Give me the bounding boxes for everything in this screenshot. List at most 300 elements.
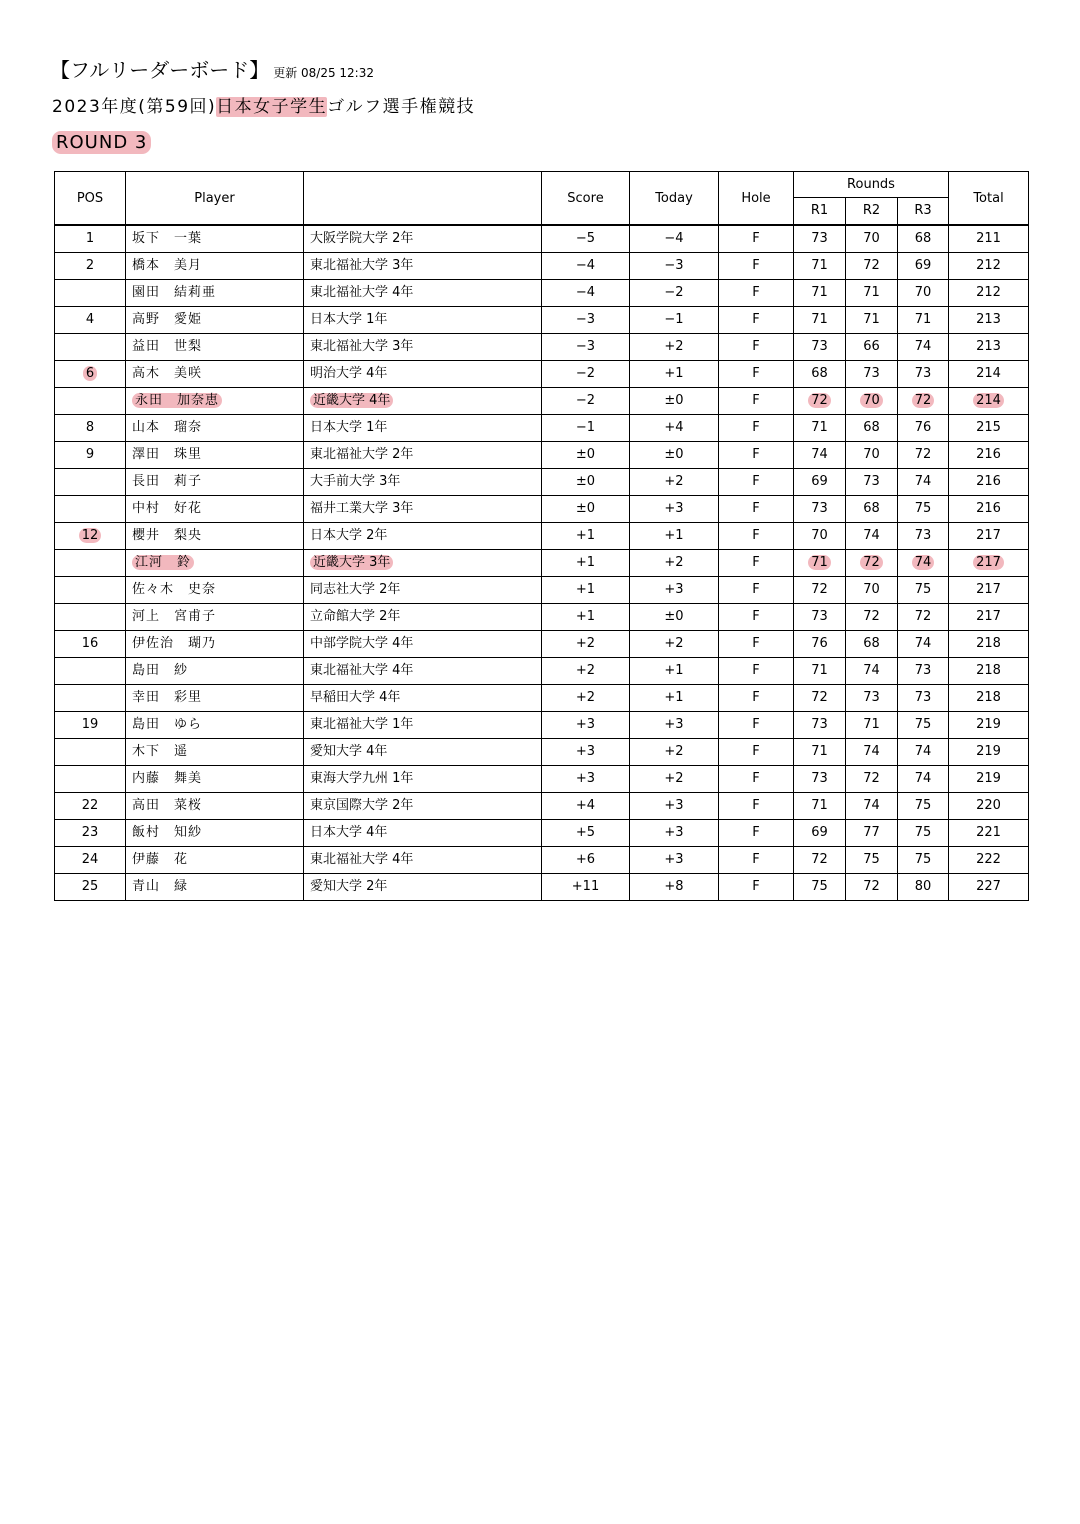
cell-hole-text: F — [752, 798, 760, 813]
cell-school — [304, 712, 542, 739]
cell-score — [542, 307, 630, 334]
cell-pos-text: 1 — [85, 231, 95, 246]
cell-total — [949, 334, 1029, 361]
cell-pos — [55, 496, 126, 523]
cell-total-text: 216 — [976, 447, 1001, 462]
header-r3: R3 — [898, 198, 949, 226]
cell-hole-text: F — [752, 582, 760, 597]
cell-r2 — [846, 793, 898, 820]
header-r1: R1 — [794, 198, 846, 226]
cell-r1 — [794, 658, 846, 685]
leaderboard-body — [55, 225, 1029, 901]
cell-score — [542, 739, 630, 766]
cell-school — [304, 847, 542, 874]
cell-r2 — [846, 442, 898, 469]
cell-score — [542, 820, 630, 847]
cell-today-text: +2 — [664, 555, 684, 570]
cell-hole — [719, 388, 794, 415]
cell-today — [630, 361, 719, 388]
cell-score-text: +11 — [571, 879, 600, 894]
cell-school-text: 東北福祉大学 4年 — [310, 852, 414, 867]
cell-score — [542, 712, 630, 739]
table-row — [55, 847, 1029, 874]
cell-total-text: 217 — [976, 528, 1001, 543]
cell-r1 — [794, 550, 846, 577]
cell-score-text: −4 — [575, 285, 596, 300]
cell-today — [630, 496, 719, 523]
cell-player — [126, 388, 304, 415]
cell-pos-text: 25 — [81, 879, 99, 894]
cell-hole-text: F — [752, 393, 760, 408]
cell-score-text: +4 — [575, 798, 596, 813]
cell-r2-text: 68 — [863, 501, 880, 516]
cell-r1-text: 68 — [811, 366, 828, 381]
cell-pos — [55, 631, 126, 658]
cell-score — [542, 577, 630, 604]
cell-hole-text: F — [752, 366, 760, 381]
cell-school-text: 日本大学 1年 — [310, 420, 388, 435]
cell-r2-text: 74 — [863, 798, 880, 813]
cell-score — [542, 604, 630, 631]
cell-school — [304, 253, 542, 280]
cell-today-text: +1 — [664, 366, 684, 381]
cell-hole-text: F — [752, 852, 760, 867]
cell-r2 — [846, 280, 898, 307]
cell-r3-text: 75 — [914, 717, 932, 732]
cell-r2 — [846, 253, 898, 280]
cell-player-text: 櫻井 梨央 — [132, 528, 203, 543]
cell-r3 — [898, 415, 949, 442]
cell-player-text: 幸田 彩里 — [132, 690, 203, 705]
cell-r1-text: 71 — [811, 258, 828, 273]
cell-r2 — [846, 658, 898, 685]
cell-total — [949, 523, 1029, 550]
cell-r3 — [898, 631, 949, 658]
cell-score-text: ±0 — [575, 501, 596, 516]
cell-today-text: +8 — [664, 879, 684, 894]
cell-player-text: 高野 愛姫 — [132, 312, 203, 327]
cell-hole — [719, 280, 794, 307]
cell-today-text: +3 — [664, 825, 684, 840]
cell-total-text: 216 — [976, 474, 1001, 489]
cell-r1 — [794, 523, 846, 550]
cell-score — [542, 631, 630, 658]
cell-hole — [719, 685, 794, 712]
cell-player-text: 高田 菜桜 — [132, 798, 203, 813]
cell-today-text: −1 — [664, 312, 684, 327]
cell-r1 — [794, 793, 846, 820]
cell-r3-text: 73 — [914, 690, 932, 705]
cell-r1 — [794, 874, 846, 901]
cell-r3-text: 70 — [914, 285, 932, 300]
cell-total — [949, 685, 1029, 712]
cell-score-text: +1 — [575, 609, 596, 624]
cell-r3-text: 75 — [914, 582, 932, 597]
cell-r3 — [898, 334, 949, 361]
cell-school-text: 近畿大学 4年 — [310, 393, 393, 408]
cell-school-text: 日本大学 4年 — [310, 825, 388, 840]
cell-r2 — [846, 874, 898, 901]
cell-r2-text: 72 — [863, 879, 880, 894]
cell-pos-text: 12 — [79, 528, 102, 543]
cell-school — [304, 874, 542, 901]
cell-school-text: 日本大学 1年 — [310, 312, 388, 327]
cell-school-text: 日本大学 2年 — [310, 528, 388, 543]
cell-today-text: +2 — [664, 636, 684, 651]
cell-r3-text: 75 — [914, 852, 932, 867]
cell-r2 — [846, 415, 898, 442]
cell-hole — [719, 766, 794, 793]
cell-r2 — [846, 334, 898, 361]
cell-score — [542, 415, 630, 442]
cell-today — [630, 280, 719, 307]
table-row — [55, 793, 1029, 820]
cell-school-text: 大手前大学 3年 — [310, 474, 401, 489]
header-total: Total — [949, 172, 1029, 226]
cell-r1-text: 76 — [811, 636, 828, 651]
table-row — [55, 469, 1029, 496]
cell-total — [949, 442, 1029, 469]
cell-score-text: +2 — [575, 690, 596, 705]
cell-score-text: +2 — [575, 663, 596, 678]
cell-today-text: +4 — [664, 420, 684, 435]
cell-hole-text: F — [752, 717, 760, 732]
cell-player — [126, 874, 304, 901]
cell-total — [949, 739, 1029, 766]
cell-hole — [719, 874, 794, 901]
cell-r1 — [794, 631, 846, 658]
cell-r1 — [794, 712, 846, 739]
cell-total-text: 216 — [976, 501, 1001, 516]
header-r2: R2 — [846, 198, 898, 226]
cell-pos — [55, 253, 126, 280]
cell-today — [630, 712, 719, 739]
cell-player-text: 長田 莉子 — [132, 474, 203, 489]
cell-r3 — [898, 307, 949, 334]
cell-score-text: −3 — [575, 312, 596, 327]
cell-r3-text: 75 — [914, 798, 932, 813]
cell-hole — [719, 847, 794, 874]
cell-score-text: +1 — [575, 582, 596, 597]
cell-hole — [719, 469, 794, 496]
cell-school-text: 東北福祉大学 1年 — [310, 717, 414, 732]
cell-r3 — [898, 820, 949, 847]
cell-player — [126, 631, 304, 658]
cell-r2 — [846, 712, 898, 739]
cell-total-text: 214 — [973, 393, 1004, 408]
cell-pos-text: 2 — [85, 258, 95, 273]
cell-r1-text: 73 — [811, 339, 828, 354]
cell-today-text: +3 — [664, 717, 684, 732]
table-row — [55, 280, 1029, 307]
cell-score — [542, 847, 630, 874]
cell-school — [304, 415, 542, 442]
cell-school — [304, 550, 542, 577]
header-hole: Hole — [719, 172, 794, 226]
cell-r1-text: 71 — [811, 285, 828, 300]
cell-pos — [55, 874, 126, 901]
cell-r3 — [898, 523, 949, 550]
cell-total-text: 213 — [976, 312, 1001, 327]
cell-r3-text: 73 — [914, 528, 932, 543]
cell-total — [949, 766, 1029, 793]
cell-player-text: 中村 好花 — [132, 501, 203, 516]
cell-r1 — [794, 577, 846, 604]
cell-today-text: +3 — [664, 582, 684, 597]
cell-player-text: 坂下 一葉 — [132, 231, 203, 246]
cell-r1 — [794, 334, 846, 361]
cell-total-text: 217 — [973, 555, 1004, 570]
cell-pos — [55, 442, 126, 469]
cell-r3-text: 72 — [914, 609, 932, 624]
cell-player-text: 橋本 美月 — [132, 258, 203, 273]
cell-hole — [719, 523, 794, 550]
cell-r3 — [898, 496, 949, 523]
cell-score-text: +5 — [575, 825, 596, 840]
cell-r3-text: 74 — [914, 636, 932, 651]
header-school — [304, 172, 542, 226]
cell-player — [126, 685, 304, 712]
cell-r3-text: 71 — [914, 312, 932, 327]
cell-r2-text: 73 — [863, 366, 880, 381]
table-row — [55, 766, 1029, 793]
cell-r3 — [898, 685, 949, 712]
cell-today — [630, 847, 719, 874]
cell-school — [304, 496, 542, 523]
cell-player-text: 飯村 知紗 — [132, 825, 203, 840]
cell-total — [949, 388, 1029, 415]
cell-r2-text: 75 — [863, 852, 880, 867]
cell-player-text: 園田 結莉亜 — [132, 285, 217, 300]
cell-r2 — [846, 550, 898, 577]
cell-r1-text: 72 — [808, 393, 831, 408]
cell-pos-text: 24 — [81, 852, 99, 867]
cell-r2-text: 73 — [863, 690, 880, 705]
cell-score — [542, 685, 630, 712]
cell-school — [304, 442, 542, 469]
cell-today — [630, 307, 719, 334]
cell-player-text: 河上 宮甫子 — [132, 609, 217, 624]
cell-school — [304, 577, 542, 604]
cell-player — [126, 793, 304, 820]
cell-total-text: 222 — [976, 852, 1001, 867]
cell-player-text: 江河 鈴 — [132, 555, 194, 570]
cell-r1-text: 69 — [811, 474, 828, 489]
cell-today-text: +1 — [664, 663, 684, 678]
cell-total-text: 219 — [976, 717, 1001, 732]
cell-school — [304, 793, 542, 820]
cell-r2-text: 68 — [863, 420, 880, 435]
cell-player — [126, 550, 304, 577]
cell-total-text: 221 — [976, 825, 1001, 840]
cell-hole — [719, 658, 794, 685]
cell-pos — [55, 280, 126, 307]
table-row — [55, 685, 1029, 712]
cell-total — [949, 469, 1029, 496]
page-title — [50, 54, 374, 83]
cell-total — [949, 631, 1029, 658]
cell-school-text: 愛知大学 4年 — [310, 744, 388, 759]
cell-today-text: +2 — [664, 771, 684, 786]
cell-pos — [55, 712, 126, 739]
cell-school-text: 東北福祉大学 4年 — [310, 285, 414, 300]
cell-today — [630, 658, 719, 685]
cell-pos-text: 19 — [81, 717, 99, 732]
cell-school — [304, 334, 542, 361]
cell-today-text: +2 — [664, 339, 684, 354]
cell-today-text: ±0 — [664, 393, 684, 408]
cell-r2 — [846, 766, 898, 793]
cell-total-text: 218 — [976, 636, 1001, 651]
cell-total-text: 217 — [976, 609, 1001, 624]
cell-school — [304, 225, 542, 253]
event-suffix: ゴルフ選手権競技 — [327, 97, 476, 117]
cell-today-text: +3 — [664, 852, 684, 867]
cell-school — [304, 469, 542, 496]
cell-r2 — [846, 685, 898, 712]
cell-today — [630, 550, 719, 577]
cell-r2-text: 74 — [863, 744, 880, 759]
cell-hole-text: F — [752, 258, 760, 273]
cell-hole — [719, 739, 794, 766]
cell-total — [949, 658, 1029, 685]
cell-school — [304, 658, 542, 685]
cell-total — [949, 415, 1029, 442]
table-row — [55, 631, 1029, 658]
cell-r1-text: 71 — [811, 744, 828, 759]
cell-today — [630, 334, 719, 361]
cell-player-text: 益田 世梨 — [132, 339, 203, 354]
cell-r2 — [846, 225, 898, 253]
cell-today — [630, 253, 719, 280]
cell-player — [126, 820, 304, 847]
cell-hole-text: F — [752, 312, 760, 327]
cell-r2-text: 73 — [863, 474, 880, 489]
cell-today — [630, 874, 719, 901]
cell-player-text: 高木 美咲 — [132, 366, 203, 381]
table-row — [55, 523, 1029, 550]
cell-score — [542, 550, 630, 577]
cell-r3-text: 72 — [914, 447, 932, 462]
cell-r1 — [794, 225, 846, 253]
event-title — [52, 92, 475, 117]
cell-r3-text: 74 — [912, 555, 935, 570]
cell-r3-text: 74 — [914, 744, 932, 759]
cell-r1-text: 71 — [808, 555, 831, 570]
cell-r2 — [846, 739, 898, 766]
cell-hole-text: F — [752, 609, 760, 624]
cell-r3-text: 74 — [914, 771, 932, 786]
cell-school-text: 東北福祉大学 2年 — [310, 447, 414, 462]
cell-r3 — [898, 361, 949, 388]
cell-pos — [55, 361, 126, 388]
cell-total-text: 218 — [976, 663, 1001, 678]
cell-pos — [55, 334, 126, 361]
cell-today-text: −4 — [664, 231, 684, 246]
cell-hole-text: F — [752, 771, 760, 786]
cell-hole-text: F — [752, 501, 760, 516]
cell-hole — [719, 442, 794, 469]
cell-r3-text: 73 — [914, 663, 932, 678]
cell-score-text: +2 — [575, 636, 596, 651]
cell-player — [126, 739, 304, 766]
cell-r2-text: 71 — [863, 717, 880, 732]
table-row — [55, 388, 1029, 415]
cell-pos-text: 9 — [85, 447, 95, 462]
cell-player-text: 木下 遥 — [132, 744, 189, 759]
cell-today — [630, 415, 719, 442]
table-row — [55, 550, 1029, 577]
cell-r3-text: 69 — [914, 258, 932, 273]
cell-today-text: ±0 — [664, 609, 684, 624]
cell-school-text: 同志社大学 2年 — [310, 582, 401, 597]
cell-today-text: +2 — [664, 744, 684, 759]
cell-pos-text: 22 — [81, 798, 99, 813]
cell-school — [304, 361, 542, 388]
cell-total-text: 227 — [976, 879, 1001, 894]
cell-r2-text: 72 — [863, 258, 880, 273]
cell-today — [630, 604, 719, 631]
cell-today-text: ±0 — [664, 447, 684, 462]
event-prefix: 2023年度(第59回) — [52, 97, 217, 117]
cell-pos — [55, 577, 126, 604]
cell-r1-text: 72 — [811, 852, 828, 867]
cell-r1-text: 71 — [811, 798, 828, 813]
cell-r1 — [794, 280, 846, 307]
cell-total-text: 215 — [976, 420, 1001, 435]
cell-total — [949, 550, 1029, 577]
cell-player — [126, 577, 304, 604]
cell-player-text: 青山 緑 — [132, 879, 189, 894]
cell-pos-text: 6 — [83, 366, 97, 381]
cell-school-text: 東北福祉大学 3年 — [310, 258, 414, 273]
cell-r3 — [898, 793, 949, 820]
cell-score — [542, 793, 630, 820]
header-player: Player — [126, 172, 304, 226]
cell-score-text: +1 — [575, 528, 596, 543]
cell-player — [126, 280, 304, 307]
cell-total-text: 212 — [976, 258, 1001, 273]
cell-school-text: 東北福祉大学 3年 — [310, 339, 414, 354]
cell-r2 — [846, 523, 898, 550]
cell-r1 — [794, 253, 846, 280]
cell-player — [126, 415, 304, 442]
cell-total — [949, 793, 1029, 820]
cell-player-text: 内藤 舞美 — [132, 771, 203, 786]
cell-school — [304, 280, 542, 307]
cell-today — [630, 739, 719, 766]
cell-school-text: 東京国際大学 2年 — [310, 798, 414, 813]
cell-pos — [55, 604, 126, 631]
cell-r1 — [794, 469, 846, 496]
cell-hole — [719, 793, 794, 820]
cell-total — [949, 874, 1029, 901]
cell-pos — [55, 685, 126, 712]
cell-total — [949, 496, 1029, 523]
cell-score-text: +6 — [575, 852, 596, 867]
cell-r1-text: 72 — [811, 582, 828, 597]
cell-school-text: 早稲田大学 4年 — [310, 690, 401, 705]
cell-player-text: 伊藤 花 — [132, 852, 189, 867]
cell-player — [126, 225, 304, 253]
cell-hole-text: F — [752, 636, 760, 651]
cell-r2-text: 71 — [863, 285, 880, 300]
cell-total-text: 219 — [976, 771, 1001, 786]
cell-pos — [55, 847, 126, 874]
cell-today — [630, 766, 719, 793]
table-row — [55, 820, 1029, 847]
cell-hole — [719, 577, 794, 604]
